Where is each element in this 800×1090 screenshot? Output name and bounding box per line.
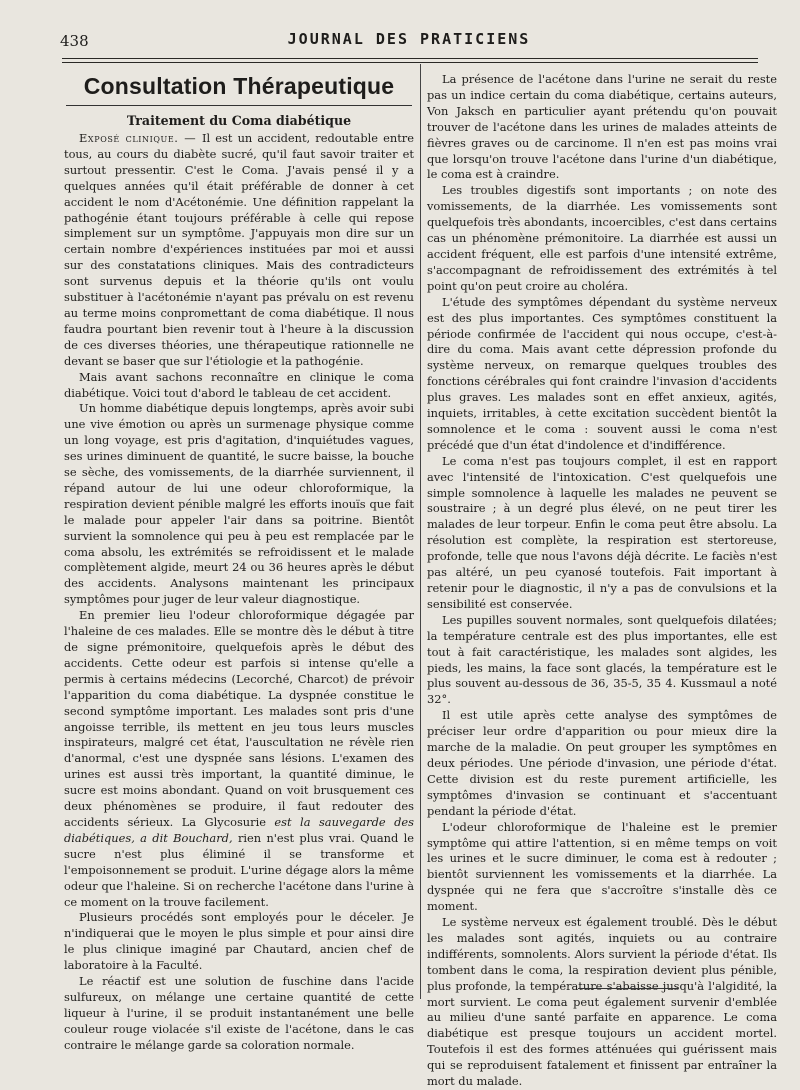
bouchard-quote: est la sauvegarde des diabétiques, a dit Bouchard, [64, 814, 414, 845]
paragraph-odor [64, 608, 414, 910]
lead-text: Il est un accident, redoutable entre tous, au cours du diabète sucré, qu'il faut savoir traiter et surtout pressentir. C'est le Coma. J'avais pensé il y a quelques années qu'il était préférable de donner à cet accident le nom d'Acétonémie. Une définition rappelant la pathogénie étant toujours préférable à celle qui repose simplement sur un symptôme. J'appuyais mon dire sur un certain nombre d'expériences instituées par moi et aussi sur des constatations cliniques. Mais des contradicteurs sont survenus depuis et la théorie qu'ils ont voulu substituer à l'acétonémie n'ayant pas prévalu on est revenu au terme moins conpromettant de coma diabétique. Il nous faudra pourtant bien revenir tout à l'heure à la discussion de ces diverses théories, une thérapeutique rationnelle ne devant se baser que sur l'étiologie et la pathogénie. [64, 131, 414, 368]
right-column [427, 72, 777, 1090]
paragraph: Mais avant sachons reconnaître en clinique le coma diabétique. Voici tout d'abord le tableau de cet accident. [64, 369, 414, 400]
paragraph-text: En premier lieu l'odeur chloroformique dégagée par l'haleine de ces malades. Elle se montre dès le début à titre de signe prémonitoire, quelquefois après le début des accidents. Cette odeur est parfois si intense qu'elle a permis à certains médecins (Lecorché, Charcot) de prévoir l'apparition du coma diabétique. La dyspnée constitue le second symptôme important. Les malades sont pris d'une angoisse terrible, ils mettent en jeu tous leurs muscles inspirateurs, malgré cet état, l'auscultation ne révèle rien d'anormal, c'est une dyspnée sans lésions. L'examen des urines est aussi très important, la quantité diminue, le sucre est moins abondant. Quand on voit brusquement ces deux phénomènes se produire, il faut redouter des accidents sérieux. La Glycosurie [64, 608, 414, 829]
lead-label: Exposé clinique. — [79, 131, 202, 145]
paragraph: Un homme diabétique depuis longtemps, après avoir subi une vive émotion ou après un surmenage physique comme un long voyage, est pris d'agitation, d'inquiétudes vagues, ses urines diminuent de quantité, le sucre baisse, la bouche se sèche, des vomissements, de la diarrhée surviennent, il répand autour de lui une odeur chloroformique, la respiration devient pénible malgré les efforts inouïs que fait le malade pour appeler l'air dans sa poitrine. Bientôt survient la somnolence qui peu à peu est remplacée par le coma absolu, les extrémités se refroidissent et le malade complètement algide, meurt 24 ou 36 heures après le début des accidents. Analysons maintenant les principaux symptômes pour juger de leur valeur diagnostique. [64, 401, 414, 607]
paragraph-expose [64, 131, 414, 370]
end-of-article-rule [578, 988, 678, 989]
paragraph: Plusieurs procédés sont employés pour le déceler. Je n'indiquerai que le moyen le plus simple et pour ainsi dire le plus clinique imaginé par Chautard, ancien chef de laboratoire à la Faculté. [64, 910, 414, 973]
paragraph: Le coma n'est pas toujours complet, il est en rapport avec l'intensité de l'intoxication. C'est quelquefois une simple somnolence à laquelle les malades ne peuvent se soustraire ; à un degré plus élevé, on ne peut tirer les malades de leur torpeur. Enfin le coma peut être absolu. La résolution est complète, la respiration est stertoreuse, profonde, telle que nous l'avons déjà décrite. Le faciès n'est pas altéré, un peu cyanosé toutefois. Fait important à retenir pour le diagnostic, il n'y a pas de convulsions et la sensibilité est conservée. [427, 453, 777, 611]
paragraph: Les troubles digestifs sont importants ; on note des vomissements, de la diarrhée. Les vomissements sont quelquefois très abondants, incoercibles, c'est dans certains cas un phénomène prémonitoire. La diarrhée est aussi un accident fréquent, elle est parfois d'une intensité extrême, s'accompagnant de refroidissement des extrémités à tel point qu'on peut croire au choléra. [427, 183, 777, 293]
page-number: 438 [60, 32, 89, 50]
paragraph: Il est utile après cette analyse des symptômes de préciser leur ordre d'apparition ou pour mieux dire la marche de la maladie. On peut grouper les symptômes en deux périodes. Une période d'invasion, une période d'état. Cette division est du reste purement artificielle, les symptômes d'invasion se continuant et s'accentuant pendant la période d'état. [427, 708, 777, 818]
paragraph: L'odeur chloroformique de l'haleine est le premier symptôme qui attire l'attention, si en même temps on voit les urines et le sucre diminuer, le coma est à redouter ; bientôt surviennent les vomissements et la diarrhée. La dyspnée qui ne fera que s'accroître s'installe dès ce moment. [427, 819, 777, 914]
paragraph-text: rien n'est plus vrai. Quand le sucre n'est plus éliminé il se transforme et l'empoisonnement se produit. L'urine dégage alors la même odeur que l'haleine. Si on recherche l'acétone dans l'urine à ce moment on la trouve facilement. [64, 830, 414, 909]
section-title: Consultation Thérapeutique [83, 73, 395, 99]
paragraph: Le système nerveux est également troublé. Dès le début les malades sont agités, inquiets ou au contraire indifférents, somnolents. Alors survient la période d'état. Ils tombent dans le coma, la respiration devient plus pénible, plus profonde, la température s'abaisse jusqu'à l'algidité, la mort survient. Le coma peut également survenir d'emblée au milieu d'une santé parfaite en apparence. Le coma diabétique est presque toujours un accident mortel. Toutefois il est des formes atténuées qui guérissent mais qui se reproduisent fatalement et finissent par entraîner la mort du malade. [427, 915, 777, 1089]
section-title-rule [66, 105, 412, 106]
journal-title: JOURNAL DES PRATICIENS [287, 30, 531, 48]
page-header [60, 30, 758, 52]
header-rule [62, 58, 758, 59]
header-rule-double [62, 62, 758, 63]
column-divider [420, 64, 421, 999]
paragraph: Les pupilles souvent normales, sont quelquefois dilatées; la température centrale est des plus importantes, elle est tout à fait caractéristique, les malades sont algides, les pieds, les mains, la face sont glacés, la température est le plus souvent au-dessous de 36, 35-5, 35 4. Kussmaul a noté 32°. [427, 612, 777, 707]
article-title: Traitement du Coma diabétique [126, 113, 352, 128]
paragraph: La présence de l'acétone dans l'urine ne serait du reste pas un indice certain du coma diabétique, certains auteurs, Von Jaksch en particulier ayant prétendu qu'on pouvait trouver de l'acétone dans les urines de malades atteints de fièvres graves ou de carcinome. Il n'en est pas moins vrai que lorsqu'on trouve l'acétone dans l'urine d'un diabétique, le coma est à craindre. [427, 72, 777, 182]
left-column [64, 72, 414, 1054]
paragraph: Le réactif est une solution de fuschine dans l'acide sulfureux, on mélange une certaine quantité de cette liqueur à l'urine, il se produit instantanément une belle couleur rouge violacée s'il existe de l'acétone, dans le cas contraire le mélange garde sa coloration normale. [64, 974, 414, 1052]
paragraph: L'étude des symptômes dépendant du système nerveux est des plus importantes. Ces symptômes constituent la période confirmée de l'accident qui nous occupe, c'est-à-dire du coma. Mais avant cette dépression profonde du système nerveux, on remarque quelques troubles des fonctions cérébrales qui font craindre l'invasion d'accidents plus graves. Les malades sont en effet anxieux, agités, inquiets, irritables, à cette excitation succèdent bientôt la somnolence et le coma : souvent aussi le coma n'est précédé que d'un état d'indolence et d'indifférence. [427, 294, 777, 452]
